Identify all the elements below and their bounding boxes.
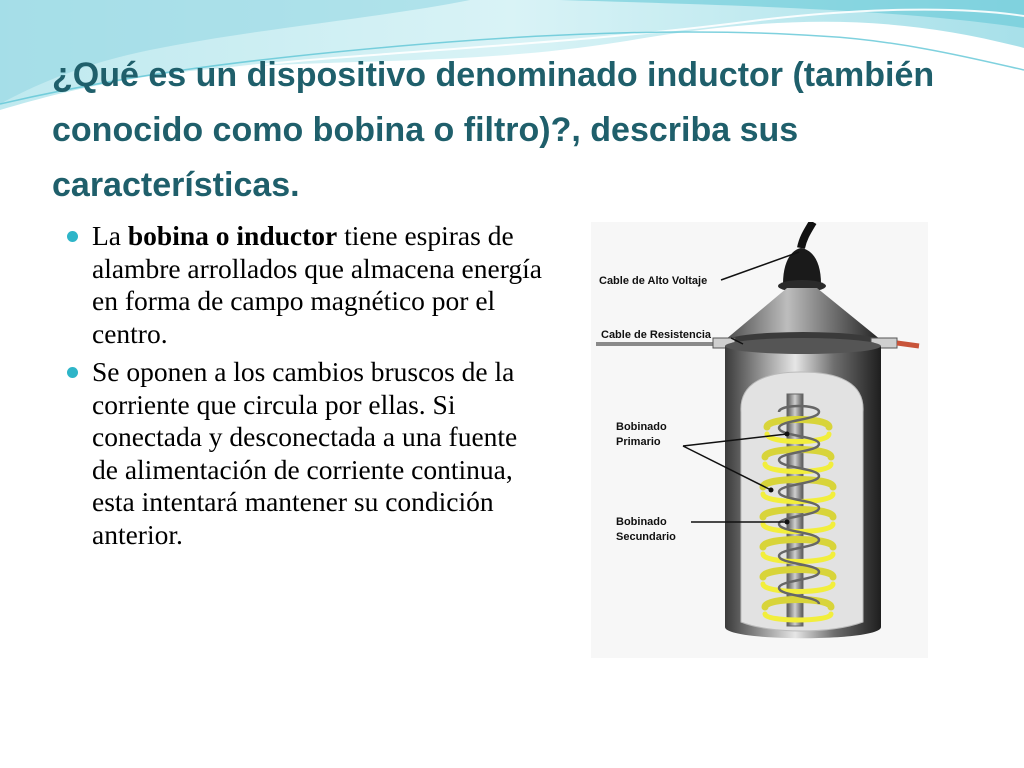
bullet-icon bbox=[67, 231, 78, 242]
label-high-voltage-cable: Cable de Alto Voltaje bbox=[599, 275, 708, 287]
bullet-text-prefix: La bbox=[92, 220, 128, 251]
bullet-item bbox=[64, 356, 544, 551]
label-secondary-winding-line2: Secundario bbox=[616, 531, 676, 543]
bullet-list bbox=[64, 220, 544, 557]
label-secondary-winding-line1: Bobinado bbox=[616, 516, 667, 528]
label-primary-winding-line1: Bobinado bbox=[616, 421, 667, 433]
bullet-text-suffix: tiene espiras de alambre arrollados que almacena energía en forma de campo magnético por el centro. bbox=[92, 220, 542, 349]
bullet-text-bold: bobina o inductor bbox=[127, 220, 338, 251]
label-resistance-cable: Cable de Resistencia bbox=[601, 329, 712, 341]
ignition-coil-image bbox=[591, 222, 928, 658]
bullet-item bbox=[64, 220, 544, 350]
bullet-icon bbox=[67, 367, 78, 378]
slide-title: ¿Qué es un dispositivo denominado inductor (también conocido como bobina o filtro)?, describa sus características. bbox=[52, 56, 935, 204]
bullet-text: Se oponen a los cambios bruscos de la corriente que circula por ellas. Si conectada y desconectada a una fuente de alimentación de corriente continua, esta intentará mantener su condición anterior. bbox=[92, 356, 518, 550]
label-primary-winding-line2: Primario bbox=[616, 436, 661, 448]
inductor-diagram bbox=[591, 222, 928, 658]
